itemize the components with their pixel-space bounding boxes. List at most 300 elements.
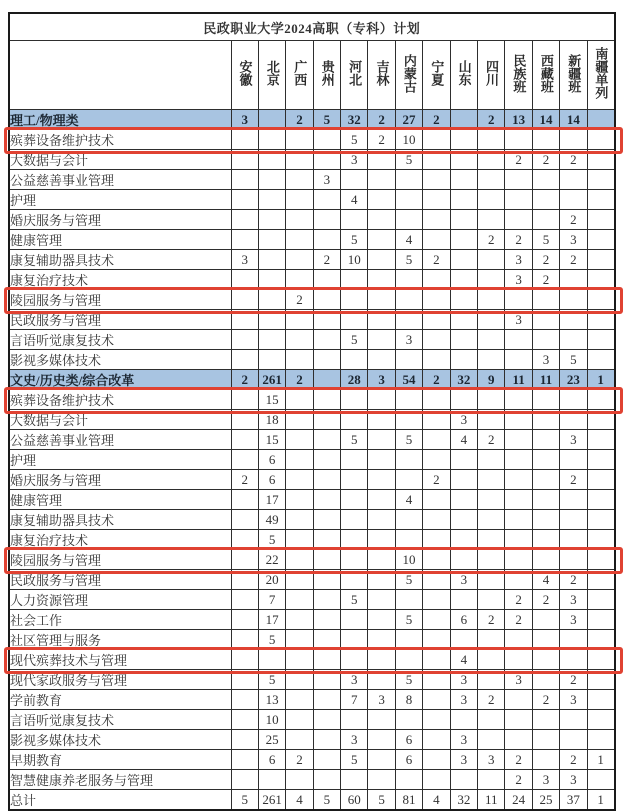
plan-count-cell: 14 [560,110,587,130]
plan-count-cell [395,190,422,210]
plan-count-cell [286,690,313,710]
plan-count-cell [313,670,340,690]
plan-count-cell [231,150,258,170]
plan-count-cell [423,510,450,530]
column-header-0 [231,41,258,110]
plan-count-cell [423,630,450,650]
plan-count-cell [450,530,477,550]
plan-count-cell [587,390,615,410]
plan-count-cell [560,450,587,470]
plan-count-cell: 5 [395,670,422,690]
major-row [9,350,615,370]
plan-count-cell: 10 [341,250,368,270]
plan-count-cell [231,390,258,410]
plan-count-cell: 3 [450,570,477,590]
plan-count-cell [341,350,368,370]
plan-count-cell [313,750,340,770]
plan-count-cell [313,350,340,370]
plan-count-cell: 2 [560,150,587,170]
plan-count-cell: 3 [395,330,422,350]
plan-count-cell [587,630,615,650]
plan-count-cell: 5 [258,630,285,650]
plan-count-cell [395,290,422,310]
plan-count-cell [560,550,587,570]
plan-count-cell [231,630,258,650]
plan-count-cell [587,490,615,510]
plan-count-cell [587,170,615,190]
plan-count-cell [532,710,559,730]
major-name-cell: 影视多媒体技术 [9,730,231,750]
plan-count-cell: 5 [395,610,422,630]
plan-count-cell: 25 [532,790,559,811]
plan-count-cell [231,590,258,610]
plan-count-cell: 3 [560,430,587,450]
major-row [9,410,615,430]
plan-count-cell: 2 [505,590,532,610]
plan-count-cell [505,330,532,350]
plan-count-cell [313,490,340,510]
plan-count-cell: 4 [423,790,450,811]
plan-count-cell [368,670,395,690]
column-header-label: 河北 [347,60,363,86]
plan-count-cell [450,550,477,570]
plan-count-cell [231,770,258,790]
plan-count-cell [231,310,258,330]
plan-count-cell [560,390,587,410]
plan-count-cell [587,770,615,790]
plan-count-cell [478,530,505,550]
plan-count-cell [505,530,532,550]
major-name-cell: 民政服务与管理 [9,570,231,590]
plan-count-cell [258,350,285,370]
column-header-label: 贵州 [319,60,335,86]
plan-count-cell [450,330,477,350]
plan-count-cell: 5 [395,150,422,170]
plan-count-cell [258,210,285,230]
plan-count-cell: 2 [532,270,559,290]
plan-count-cell [450,190,477,210]
plan-count-cell [423,770,450,790]
plan-count-cell [313,410,340,430]
major-name-cell: 健康管理 [9,230,231,250]
plan-count-cell [505,710,532,730]
plan-count-cell: 2 [478,610,505,630]
plan-count-cell [478,730,505,750]
major-row [9,490,615,510]
plan-count-cell [532,650,559,670]
plan-count-cell: 2 [368,110,395,130]
plan-count-cell: 5 [341,750,368,770]
plan-count-cell [532,730,559,750]
major-row-highlighted [9,390,615,410]
plan-count-cell: 2 [286,110,313,130]
plan-count-cell [560,190,587,210]
plan-count-cell [286,770,313,790]
plan-count-cell [423,410,450,430]
plan-count-cell [258,230,285,250]
column-header-label: 西藏班 [538,53,554,93]
column-header-5 [368,41,395,110]
plan-count-cell [341,210,368,230]
plan-count-cell [395,630,422,650]
plan-count-cell [423,350,450,370]
plan-count-cell [423,330,450,350]
plan-count-cell [313,290,340,310]
plan-count-cell [450,230,477,250]
plan-count-cell: 2 [231,370,258,390]
plan-count-cell [423,230,450,250]
plan-count-cell [423,190,450,210]
plan-count-cell: 6 [450,610,477,630]
plan-count-cell [286,210,313,230]
plan-count-cell: 3 [450,670,477,690]
major-name-cell: 社会工作 [9,610,231,630]
plan-count-cell [478,710,505,730]
major-row-highlighted [9,650,615,670]
plan-count-cell [395,530,422,550]
plan-count-cell [368,190,395,210]
plan-count-cell [423,290,450,310]
plan-count-cell [368,750,395,770]
plan-count-cell: 5 [395,570,422,590]
plan-count-cell: 13 [505,110,532,130]
plan-count-cell: 4 [450,650,477,670]
plan-count-cell: 3 [560,230,587,250]
plan-count-cell [587,350,615,370]
major-row [9,730,615,750]
plan-count-cell [478,210,505,230]
plan-count-cell [313,470,340,490]
plan-count-cell [368,730,395,750]
plan-count-cell [560,310,587,330]
plan-count-cell: 3 [560,690,587,710]
plan-count-cell: 32 [341,110,368,130]
major-name-cell: 智慧健康养老服务与管理 [9,770,231,790]
plan-count-cell [258,150,285,170]
plan-count-cell: 5 [231,790,258,811]
plan-count-cell [395,470,422,490]
plan-count-cell [587,270,615,290]
plan-count-cell [368,510,395,530]
plan-count-cell [423,610,450,630]
plan-count-cell [478,310,505,330]
plan-count-cell: 6 [258,470,285,490]
plan-count-cell [532,190,559,210]
plan-count-cell [368,470,395,490]
plan-count-cell [450,510,477,530]
plan-count-cell [231,430,258,450]
plan-count-cell [395,410,422,430]
plan-count-cell [423,590,450,610]
plan-count-cell [231,650,258,670]
major-row [9,190,615,210]
plan-count-cell [341,550,368,570]
plan-count-cell [532,290,559,310]
plan-count-cell [286,410,313,430]
plan-count-cell [532,410,559,430]
plan-count-cell [587,190,615,210]
major-row-highlighted [9,130,615,150]
plan-count-cell [587,710,615,730]
plan-count-cell [231,450,258,470]
plan-count-cell [478,590,505,610]
plan-count-cell [341,490,368,510]
plan-count-cell [341,530,368,550]
plan-count-cell: 4 [395,490,422,510]
column-header-13 [587,41,615,110]
plan-count-cell: 2 [478,430,505,450]
plan-count-cell [368,490,395,510]
plan-count-cell [450,390,477,410]
plan-count-cell: 2 [231,470,258,490]
plan-count-cell: 5 [532,230,559,250]
plan-count-cell [450,710,477,730]
plan-count-cell [505,510,532,530]
plan-count-cell [395,210,422,230]
plan-count-cell [395,510,422,530]
plan-count-cell [423,170,450,190]
plan-count-cell [560,290,587,310]
major-row [9,150,615,170]
plan-count-cell: 5 [313,110,340,130]
plan-count-cell [313,570,340,590]
column-header-label: 四川 [484,60,500,86]
plan-count-cell: 5 [341,330,368,350]
plan-count-cell [478,330,505,350]
plan-count-cell [231,690,258,710]
plan-count-cell: 14 [532,110,559,130]
plan-count-cell [450,350,477,370]
plan-count-cell: 2 [505,750,532,770]
plan-count-cell [505,410,532,430]
plan-count-cell [478,470,505,490]
major-name-cell: 民政服务与管理 [9,310,231,330]
plan-count-cell: 23 [560,370,587,390]
plan-count-cell [587,610,615,630]
plan-count-cell [395,650,422,670]
plan-count-cell [313,190,340,210]
plan-count-cell [478,150,505,170]
plan-count-cell [423,650,450,670]
plan-count-cell [313,630,340,650]
column-header-6 [395,41,422,110]
plan-count-cell [313,550,340,570]
plan-count-cell [450,110,477,130]
plan-count-cell: 27 [395,110,422,130]
major-row [9,330,615,350]
plan-count-cell [587,690,615,710]
plan-count-cell [423,450,450,470]
major-name-cell: 婚庆服务与管理 [9,210,231,230]
plan-count-cell [587,650,615,670]
plan-count-cell [587,530,615,550]
plan-count-cell: 5 [341,430,368,450]
plan-count-cell: 2 [423,250,450,270]
plan-count-cell: 3 [560,770,587,790]
plan-count-cell: 22 [258,550,285,570]
plan-count-cell: 54 [395,370,422,390]
plan-count-cell [258,110,285,130]
major-name-cell: 殡葬设备维护技术 [9,390,231,410]
major-name-cell: 早期教育 [9,750,231,770]
plan-count-cell [286,590,313,610]
corner-cell [9,41,231,110]
plan-count-cell: 3 [231,110,258,130]
plan-count-cell [450,130,477,150]
plan-count-cell: 32 [450,790,477,811]
plan-count-cell: 13 [258,690,285,710]
plan-count-cell: 60 [341,790,368,811]
plan-count-cell: 10 [258,710,285,730]
plan-count-cell [231,510,258,530]
major-row [9,270,615,290]
plan-count-cell [231,270,258,290]
plan-count-cell: 2 [505,770,532,790]
plan-count-cell [368,550,395,570]
major-row [9,430,615,450]
plan-count-cell [560,330,587,350]
plan-count-cell [313,770,340,790]
plan-count-cell [560,730,587,750]
plan-count-cell [313,730,340,750]
plan-count-cell: 5 [341,230,368,250]
plan-count-cell: 2 [423,470,450,490]
plan-count-cell: 2 [505,610,532,630]
plan-count-cell [450,170,477,190]
plan-count-cell [341,290,368,310]
major-name-cell: 康复治疗技术 [9,530,231,550]
plan-count-cell [258,250,285,270]
column-header-8 [450,41,477,110]
plan-count-cell [532,530,559,550]
plan-count-cell [505,650,532,670]
plan-count-cell: 2 [423,110,450,130]
plan-count-cell: 3 [505,310,532,330]
plan-count-cell [560,170,587,190]
major-name-cell: 陵园服务与管理 [9,290,231,310]
plan-count-cell [587,310,615,330]
plan-count-cell [505,290,532,310]
plan-count-cell [286,130,313,150]
plan-count-cell: 18 [258,410,285,430]
section-header-row [9,110,615,130]
plan-count-cell [368,250,395,270]
plan-count-cell [587,230,615,250]
plan-count-cell [368,270,395,290]
plan-count-cell: 4 [450,430,477,450]
plan-count-cell [423,570,450,590]
plan-count-cell: 3 [231,250,258,270]
plan-count-cell: 2 [478,110,505,130]
table-title: 民政职业大学2024高职（专科）计划 [9,13,615,41]
plan-count-cell [423,490,450,510]
major-name-cell: 公益慈善事业管理 [9,170,231,190]
plan-count-cell [286,270,313,290]
plan-count-cell: 4 [532,570,559,590]
major-name-cell: 大数据与会计 [9,410,231,430]
major-name-cell: 康复辅助器具技术 [9,250,231,270]
plan-count-cell [450,470,477,490]
plan-count-cell [560,510,587,530]
plan-count-cell [341,610,368,630]
plan-count-cell [341,630,368,650]
plan-count-cell [423,150,450,170]
plan-count-cell [341,450,368,470]
plan-count-cell [505,470,532,490]
table-title-row [9,13,615,41]
major-row [9,750,615,770]
plan-count-cell: 2 [560,250,587,270]
plan-count-cell: 20 [258,570,285,590]
plan-count-cell [532,130,559,150]
column-header-label: 民族班 [511,53,527,93]
plan-count-cell [258,130,285,150]
major-name-cell: 言语听觉康复技术 [9,330,231,350]
column-header-label: 南疆单列 [593,47,609,99]
plan-count-cell [587,430,615,450]
plan-count-cell [286,450,313,470]
plan-count-cell [478,290,505,310]
plan-count-cell: 8 [395,690,422,710]
plan-count-cell [532,470,559,490]
plan-count-cell [587,470,615,490]
major-row [9,250,615,270]
plan-count-cell [368,430,395,450]
column-header-label: 广西 [292,60,308,86]
plan-count-cell [532,170,559,190]
plan-count-cell [368,410,395,430]
plan-count-cell: 3 [505,670,532,690]
column-header-row [9,41,615,110]
plan-count-cell [532,390,559,410]
major-name-cell: 公益慈善事业管理 [9,430,231,450]
plan-count-cell [395,170,422,190]
plan-count-cell [368,210,395,230]
major-row [9,690,615,710]
plan-count-cell [532,510,559,530]
column-header-4 [341,41,368,110]
plan-count-cell: 5 [313,790,340,811]
plan-count-cell: 15 [258,390,285,410]
plan-count-cell [505,570,532,590]
column-header-10 [505,41,532,110]
plan-count-cell [478,170,505,190]
plan-count-cell [286,530,313,550]
plan-count-cell [450,450,477,470]
plan-count-cell [258,770,285,790]
plan-count-cell [587,290,615,310]
plan-count-cell: 3 [368,690,395,710]
plan-count-cell [587,110,615,130]
plan-count-cell [395,450,422,470]
major-name-cell: 人力资源管理 [9,590,231,610]
plan-count-cell [532,610,559,630]
plan-count-cell [423,430,450,450]
plan-count-cell [450,310,477,330]
plan-count-cell [587,510,615,530]
column-header-3 [313,41,340,110]
plan-count-cell [286,330,313,350]
grand-total-label: 总计 [9,790,231,811]
plan-count-cell: 11 [478,790,505,811]
plan-count-cell [341,510,368,530]
plan-count-cell [532,630,559,650]
plan-count-cell [286,350,313,370]
plan-count-cell [258,170,285,190]
plan-count-cell: 2 [560,670,587,690]
plan-count-cell [231,570,258,590]
plan-count-cell [258,190,285,210]
